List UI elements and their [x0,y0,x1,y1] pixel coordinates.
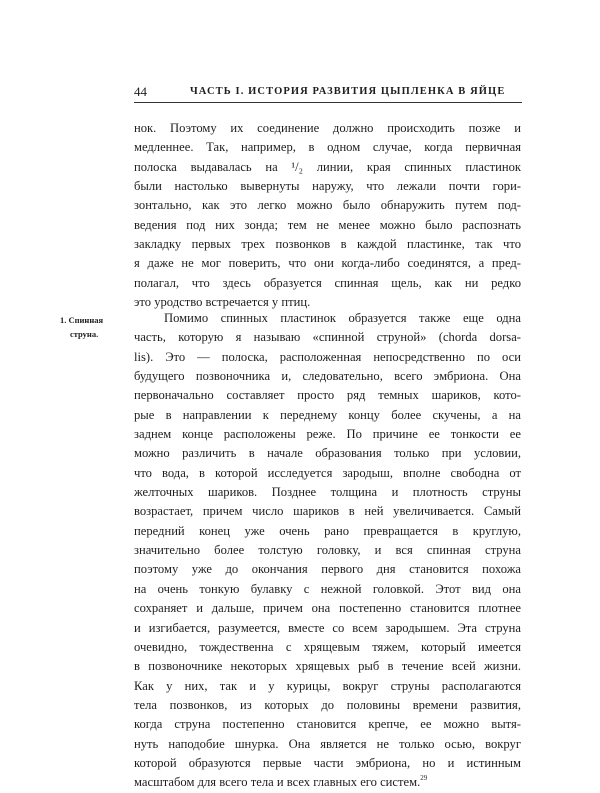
margin-note-line: струна. [70,329,99,339]
text-line [134,599,521,618]
text-line [134,386,521,405]
text-line [134,177,521,196]
text-line [134,619,521,638]
text-line-content: которой образуются первые части эмбриона, но и истинным [134,755,521,770]
margin-note [60,313,103,341]
text-line-content: будущего позвоночника и, следовательно, всего эмбриона. Она [134,369,521,384]
text-line [134,348,521,367]
text-line [134,638,521,657]
header-rule [134,102,522,103]
text-line-content: нок. Поэтому их соединение должно происходить позже и [134,121,521,135]
text-line [134,138,521,157]
text-line-content: желточных шариков. Позднее толщина и плотность струны [134,485,521,500]
text-line-content: ведения под них зонда; тем не менее можно было распознать [134,217,521,232]
text-line-content: передний конец уже очень рано превращается в круглую, [134,523,521,538]
text-line-content: медленнее. Так, например, в одном случае, когда первичная [134,140,521,155]
text-line-content: масштабом для всего тела и всех главных его систем. [134,775,421,790]
text-line [134,657,521,676]
text-line [134,522,521,541]
text-line-content: полоска выдавалась на ¹/₂ линии, края спинных пластинок [134,159,521,174]
page-header [134,84,522,102]
text-line [134,502,521,521]
text-line [134,425,521,444]
text-line [134,696,521,715]
text-line [134,444,521,463]
text-line [134,483,521,502]
text-line-content: можно различить в начале образования только при условии, [134,446,521,461]
text-line-content: тела позвонков, из которых до половины времени развития, [134,697,521,712]
text-line [134,464,521,483]
text-line-content: когда струна постепенно становится крепче, ее можно вытя- [134,717,521,732]
margin-note-line: 1. Спинная [60,315,104,325]
text-line [134,715,521,734]
text-line [134,119,521,138]
text-line-content: на очень тонкую булавку с нежной головкой. Этот вид она [134,581,521,596]
paragraph-2 [134,309,521,793]
text-line-content: закладку первых трех позвонков в каждой пластинке, так что [134,237,521,252]
text-line-content: поэтому уже до окончания первого дня становится похожа [134,562,521,577]
text-line-content: были настолько вывернуты наружу, что лежали почти гори- [134,179,521,194]
text-line-content: нуть наподобие шнурка. Она является не только осью, вокруг [134,736,521,751]
text-line-content: в позвоночнике некоторых хрящевых рыб в течение всей жизни. [134,659,521,674]
text-line-content: я даже не мог поверить, что они когда-либо соединятся, а пред- [134,256,521,271]
text-line [134,216,521,235]
text-line-content: полагал, что здесь образуется спинная щель, как ни редко [134,275,521,290]
text-line [134,158,521,177]
text-line-content: что вода, в которой исследуется зародыш, вполне свободна от [134,465,521,480]
text-line-content: зонтально, как это легко можно было обнаружить путем под- [134,198,521,213]
text-line [134,274,521,293]
text-line-content: часть, которую я называю «спинной струной» (chorda dorsa- [134,330,521,345]
text-line-content: lis). Это — полоска, расположенная непосредственно по оси [134,349,521,364]
text-line [134,196,521,215]
running-title: ЧАСТЬ I. ИСТОРИЯ РАЗВИТИЯ ЦЫПЛЕНКА В ЯЙЦЕ [190,86,506,97]
text-line [134,367,521,386]
text-line-content: первоначально составляет просто ряд темных шариков, кото- [134,388,521,403]
text-line-content: возрастает, причем число шариков в ней увеличивается. Самый [134,504,521,519]
text-line-content: сохраняет и дальше, причем она постепенно становится плотнее [134,601,521,616]
text-line-content: заднем конце расположены реже. По причине ее тонкости ее [134,427,521,442]
text-line [134,773,521,792]
text-line-content: Как у них, так и у курицы, вокруг струны располагаются [134,678,521,693]
text-line-content: это уродство встречается у птиц. [134,295,311,310]
footnote-marker[interactable]: 29 [420,774,428,783]
text-line-content: рые в направлении к переднему концу более скучены, а на [134,407,521,422]
text-line [134,309,521,328]
text-line-content: Помимо спинных пластинок образуется также еще одна [164,311,521,325]
text-line [134,541,521,560]
text-line [134,235,521,254]
text-line [134,754,521,773]
text-line [134,328,521,347]
text-line [134,580,521,599]
text-line [134,406,521,425]
text-line-content: значительно более толстую головку, и вся спинная струна [134,543,521,558]
text-line [134,677,521,696]
text-line [134,735,521,754]
text-line [134,254,521,273]
text-line [134,560,521,579]
text-line-content: и изгибается, разумеется, вместе со всем зародышем. Эта струна [134,620,521,635]
paragraph-1 [134,119,521,312]
page-number: 44 [134,84,147,99]
text-line-content: очевидно, тождественна с хрящевым тяжем, который имеется [134,639,521,654]
